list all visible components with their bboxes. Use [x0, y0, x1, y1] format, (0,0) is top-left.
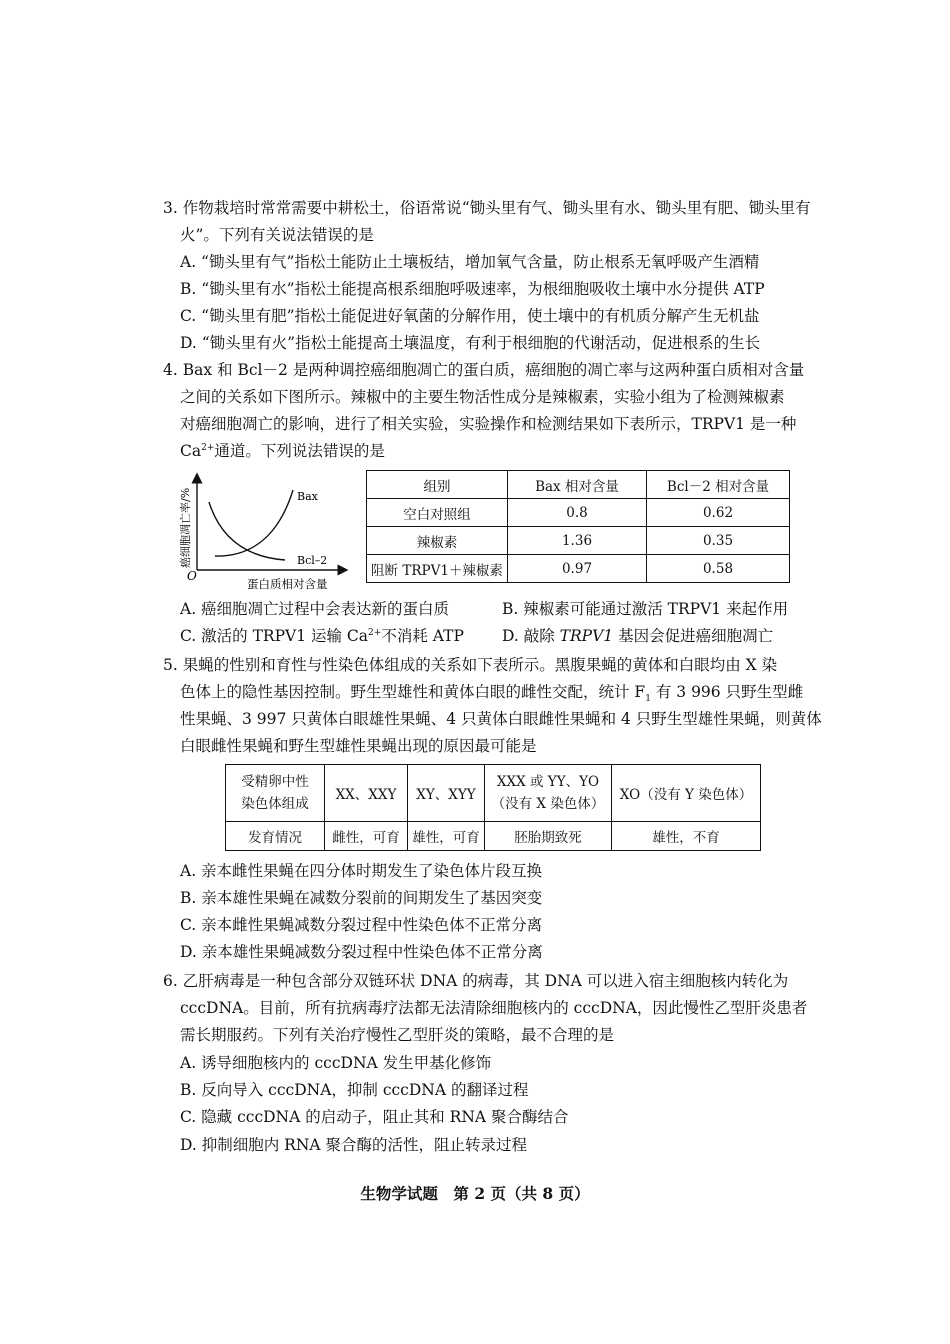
q3-stem-line1: 3. 作物栽培时常常需要中耕松土，俗语常说“锄头里有气、锄头里有水、锄头里有肥、锄头里有	[163, 199, 811, 217]
table-header-row	[367, 471, 790, 499]
q5-stem-line3: 性果蝇、3 997 只黄体白眼雄性果蝇、4 只黄体白眼雌性果蝇和 4 只野生型雄性果蝇，则黄体	[180, 710, 822, 728]
q5-stem-line4: 白眼雌性果蝇和野生型雄性果蝇出现的原因最可能是	[180, 737, 537, 755]
table-cell: 雌性，可育	[325, 822, 408, 851]
q3-option-c: C. “锄头里有肥”指松土能促进好氧菌的分解作用，使土壤中的有机质分解产生无机盐	[180, 307, 760, 325]
graph-origin: O	[187, 569, 197, 583]
table-cell: 0.62	[647, 499, 790, 527]
q5-f1-subscript: 1	[645, 694, 651, 705]
q5-stem-line2	[180, 682, 804, 705]
table-header-cell: XO（没有 Y 染色体）	[612, 765, 761, 822]
q4-option-c	[180, 626, 464, 646]
q3-option-a: A. “锄头里有气”指松土能防止土壤板结，增加氧气含量，防止根系无氧呼吸产生酒精	[180, 253, 760, 271]
table-header-line: （没有 X 染色体）	[491, 796, 605, 812]
q3-stem-line2: 火”。下列有关说法错误的是	[180, 226, 374, 244]
q6-option-a: A. 诱导细胞核内的 cccDNA 发生甲基化修饰	[180, 1054, 492, 1072]
table-cell: 胚胎期致死	[485, 822, 612, 851]
q4-option-c-text: C. 激活的 TRPV1 运输 Ca	[180, 627, 369, 645]
table-row	[367, 499, 790, 527]
table-cell: 雄性，可育	[408, 822, 485, 851]
q3-option-b: B. “锄头里有水”指松土能提高根系细胞呼吸速率，为根细胞吸收土壤中水分提供 ATP	[180, 280, 765, 298]
table-cell: 发育情况	[226, 822, 325, 851]
table-cell: 0.35	[647, 527, 790, 555]
graph-x-label: 蛋白质相对含量	[247, 577, 328, 591]
table-header-line: 受精卵中性	[241, 774, 309, 790]
table-header-row	[226, 765, 761, 822]
q4-option-d-rest: 基因会促进癌细胞凋亡	[613, 627, 774, 645]
q5-chromosome-table	[225, 764, 761, 851]
table-header-cell: Bcl－2 相对含量	[647, 471, 790, 499]
table-header-cell: Bax 相对含量	[508, 471, 647, 499]
table-header-cell	[226, 765, 325, 822]
q4-results-table	[366, 470, 790, 583]
q5-option-d: D. 亲本雄性果蝇减数分裂过程中性染色体不正常分离	[180, 943, 543, 961]
table-cell: 空白对照组	[367, 499, 508, 527]
q6-stem-line1: 6. 乙肝病毒是一种包含部分双链环状 DNA 的病毒，其 DNA 可以进入宿主细胞核内转化为	[163, 972, 789, 990]
q6-stem-line3: 需长期服药。下列有关治疗慢性乙型肝炎的策略，最不合理的是	[180, 1026, 615, 1044]
q4-stem-line2: 之间的关系如下图所示。辣椒中的主要生物活性成分是辣椒素，实验小组为了检测辣椒素	[180, 388, 785, 406]
q5-option-a: A. 亲本雌性果蝇在四分体时期发生了染色体片段互换	[180, 862, 543, 880]
table-header-cell	[485, 765, 612, 822]
graph-y-label: 癌细胞凋亡率/%	[179, 487, 192, 568]
table-cell: 辣椒素	[367, 527, 508, 555]
q3-option-d: D. “锄头里有火”指松土能提高土壤温度，有利于根细胞的代谢活动，促进根系的生长	[180, 334, 761, 352]
q6-stem-line2: cccDNA。目前，所有抗病毒疗法都无法清除细胞核内的 cccDNA，因此慢性乙型肝炎患者	[180, 999, 808, 1017]
table-cell: 阻断 TRPV1＋辣椒素	[367, 555, 508, 583]
table-cell: 1.36	[508, 527, 647, 555]
table-header-line: 染色体组成	[241, 796, 309, 812]
table-header-cell: 组别	[367, 471, 508, 499]
q6-option-d: D. 抑制细胞内 RNA 聚合酶的活性，阻止转录过程	[180, 1136, 528, 1154]
table-row	[367, 527, 790, 555]
graph-bax-curve	[215, 490, 293, 556]
graph-bax-label: Bax	[297, 490, 318, 503]
graph-bcl2-curve	[209, 502, 285, 560]
q5-stem-line2-text: 色体上的隐性基因控制。野生型雄性和黄体白眼的雌性交配，统计 F	[180, 683, 646, 701]
table-header-cell: XY、XYY	[408, 765, 485, 822]
q6-option-c: C. 隐藏 cccDNA 的启动子，阻止其和 RNA 聚合酶结合	[180, 1108, 569, 1126]
q4-stem-line3: 对癌细胞凋亡的影响，进行了相关实验，实验操作和检测结果如下表所示，TRPV1 是一种	[180, 415, 797, 433]
q4-option-c-rest: 不消耗 ATP	[381, 627, 464, 645]
q4-stem-line4	[180, 441, 385, 461]
q4-option-b: B. 辣椒素可能通过激活 TRPV1 来起作用	[502, 600, 789, 618]
q4-option-d-gene: TRPV1	[559, 627, 614, 645]
table-row	[226, 822, 761, 851]
table-cell: 雄性，不育	[612, 822, 761, 851]
q6-option-b: B. 反向导入 cccDNA，抑制 cccDNA 的翻译过程	[180, 1081, 529, 1099]
q5-option-b: B. 亲本雄性果蝇在减数分裂前的间期发生了基因突变	[180, 889, 543, 907]
table-cell: 0.58	[647, 555, 790, 583]
q5-stem-line2-rest: 有 3 996 只野生型雌	[650, 683, 804, 701]
q4-option-a: A. 癌细胞凋亡过程中会表达新的蛋白质	[180, 600, 450, 618]
q4-ca-charge: 2+	[201, 442, 215, 453]
q4-option-d	[502, 626, 773, 646]
q5-stem-line1: 5. 果蝇的性别和育性与性染色体组成的关系如下表所示。黑腹果蝇的黄体和白眼均由 X 染	[163, 656, 778, 674]
q4-option-d-text: D. 敲除	[502, 627, 560, 645]
q4-option-c-charge: 2+	[368, 627, 382, 638]
q4-apoptosis-graph	[175, 472, 355, 594]
page-footer: 生物学试题 第 2 页（共 8 页）	[360, 1184, 590, 1203]
q5-option-c: C. 亲本雌性果蝇减数分裂过程中性染色体不正常分离	[180, 916, 543, 934]
q4-stem-line4-rest: 通道。下列说法错误的是	[214, 442, 385, 460]
q4-ca-text: Ca	[180, 442, 202, 460]
table-cell: 0.8	[508, 499, 647, 527]
q4-stem-line1: 4. Bax 和 Bcl－2 是两种调控癌细胞凋亡的蛋白质，癌细胞的凋亡率与这两种蛋白质相对含量	[163, 361, 805, 379]
table-cell: 0.97	[508, 555, 647, 583]
table-header-line: XXX 或 YY、YO	[496, 774, 600, 790]
table-header-cell: XX、XXY	[325, 765, 408, 822]
graph-bcl2-label: Bcl–2	[297, 554, 328, 567]
table-row	[367, 555, 790, 583]
